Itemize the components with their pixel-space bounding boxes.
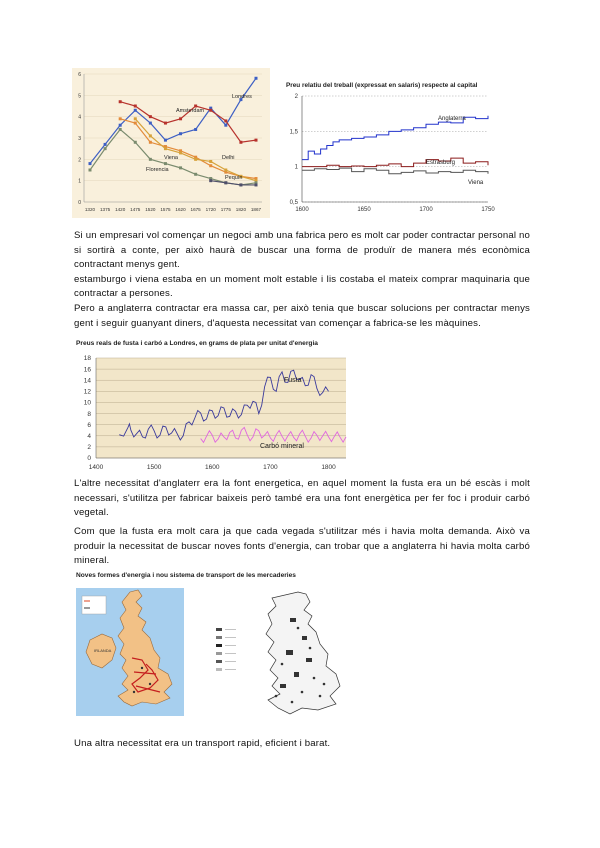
chart1-label-viena: Viena <box>164 155 178 161</box>
map1-legend <box>82 596 106 614</box>
chart1-point <box>89 169 92 172</box>
chart1-x-tick: 1320 <box>84 207 96 212</box>
chart1-point <box>104 147 107 150</box>
chart1-point <box>209 109 212 112</box>
chart1-point <box>149 134 152 137</box>
chart1-y-tick: 3 <box>78 136 81 142</box>
chart1-point <box>255 77 258 80</box>
chart1-point <box>164 162 167 165</box>
chart1-y-tick: 0 <box>78 200 81 206</box>
chart3-x-tick: 1500 <box>146 464 162 471</box>
paragraph-2: estamburgo i viena estaba en un moment molt estable i lis costaba el mateix comprar maquinaria que contractar a persones. <box>74 273 530 300</box>
chart1-x-tick: 1575 <box>160 207 171 212</box>
chart-city-prices <box>72 68 270 218</box>
chart1-x-tick: 1867 <box>250 207 262 212</box>
chart1-y-tick: 5 <box>78 93 81 100</box>
chart3-y-tick: 8 <box>87 410 91 418</box>
chart1-point <box>164 122 167 125</box>
chart1-point <box>239 183 242 186</box>
chart1-point <box>224 124 227 127</box>
chart1-point <box>179 117 182 120</box>
chart1-label-delhi: Delhi <box>222 155 235 161</box>
chart1-x-tick: 1675 <box>190 207 201 212</box>
chart1-label-florencia: Florencia <box>146 167 169 173</box>
chart3-x-tick: 1700 <box>263 464 278 471</box>
chart1-label-pequin: Pequín <box>225 175 243 181</box>
chart3-y-ticks <box>84 355 92 462</box>
paragraph-3: Pero a anglaterra contractar era massa car, per això tenia que buscar solucions per contractar menys gent i seguir guanyant diners, d'aquesta necessitat van començar a fabrica-se les màquines. <box>74 302 530 329</box>
chart1-point <box>164 147 167 150</box>
chart1-x-tick: 1520 <box>145 207 156 212</box>
chart1-y-tick: 2 <box>78 157 81 164</box>
map1-city <box>141 667 143 669</box>
paragraph-5: Com que la fusta era molt cara ja que cada vegada s'utilitzar més i havia molta demanda. Això va produir la necessitat de buscar noves fonts d'energia, can trobar que a anglaterra hi havia molta carbó mineral. <box>74 526 530 567</box>
map-britain-canals <box>76 588 184 716</box>
chart1-x-tick: 1775 <box>220 207 231 212</box>
chart1-x-tick: 1720 <box>205 207 216 212</box>
paragraph-1: Si un empresari vol començar un negoci amb una fabrica pero es molt car poder contractar personal no si sortirà a conte, per això haurà de buscar una forma de produïr de manera més econòmica contractant menys gent. <box>74 230 530 271</box>
chart1-point <box>119 124 122 127</box>
chart2-label-anglaterra: Anglaterra <box>438 116 466 122</box>
text-block-4 <box>74 737 530 752</box>
chart2-label-viena: Viena <box>468 180 484 186</box>
chart1-label-londres: Londres <box>232 94 252 100</box>
chart1-point <box>119 117 122 120</box>
chart1-point <box>149 158 152 161</box>
chart1-point <box>179 166 182 169</box>
chart1-y-tick: 6 <box>78 72 81 78</box>
chart1-x-tick: 1375 <box>99 207 111 212</box>
text-block-2 <box>74 477 530 521</box>
chart2-y-tick: 0,5 <box>289 200 298 206</box>
chart2-line-anglaterra <box>302 116 488 160</box>
chart2-title: Preu relatiu del treball (expressat en salaris) respecte al capital <box>286 82 478 89</box>
chart3-y-tick: 0 <box>87 455 91 463</box>
chart2-x-ticks <box>295 207 495 213</box>
map1-city <box>149 683 151 685</box>
chart3-y-tick: 10 <box>83 399 91 407</box>
chart1-point <box>209 179 212 182</box>
chart-wood-coal-prices <box>72 352 356 474</box>
chart1-point <box>104 143 107 146</box>
chart3-y-tick: 2 <box>87 444 91 452</box>
chart3-title: Preus reals de fusta i carbó a Londres, en grams de plata per unitat d'energia <box>76 340 318 347</box>
chart1-point <box>119 128 122 131</box>
map-coal-industry <box>210 588 354 718</box>
chart1-point <box>194 128 197 131</box>
chart1-point <box>239 141 242 144</box>
chart1-point <box>134 109 137 112</box>
chart1-y-tick: 4 <box>78 114 81 121</box>
chart2-x-tick: 1700 <box>419 207 433 213</box>
chart3-y-tick: 14 <box>83 377 91 385</box>
chart2-series <box>302 116 488 174</box>
chart2-y-tick: 1,5 <box>289 129 298 136</box>
chart1-point <box>255 139 258 142</box>
paragraph-6: Una altra necessitat era un transport rapid, eficient i barat. <box>74 738 331 749</box>
chart1-x-tick: 1420 <box>115 207 126 212</box>
chart1-point <box>255 183 258 186</box>
chart3-x-ticks <box>89 464 336 471</box>
chart3-x-tick: 1800 <box>321 464 336 471</box>
chart1-point <box>89 162 92 165</box>
chart3-y-tick: 18 <box>83 355 91 363</box>
chart1-point <box>134 105 137 108</box>
chart1-point <box>224 169 227 172</box>
chart2-y-ticks <box>290 94 299 206</box>
chart3-x-tick: 1600 <box>205 464 220 471</box>
chart1-point <box>149 122 152 125</box>
chart1-x-tick: 1820 <box>235 207 247 212</box>
chart-labor-capital <box>282 90 500 218</box>
chart3-y-tick: 4 <box>87 432 91 440</box>
chart2-y-tick: 1 <box>294 164 298 171</box>
chart1-point <box>134 122 137 125</box>
chart1-point <box>134 141 137 144</box>
chart1-point <box>179 132 182 135</box>
chart1-point <box>149 141 152 144</box>
chart2-label-estrasburg: Estrasburg <box>426 160 456 166</box>
chart1-point <box>194 173 197 176</box>
chart1-x-tick: 1475 <box>130 207 141 212</box>
chart3-x-tick: 1400 <box>88 464 104 471</box>
text-block-1 <box>74 229 530 331</box>
chart1-y-tick: 1 <box>78 178 81 185</box>
chart3-label-carbo: Carbó mineral <box>260 443 304 450</box>
chart2-x-tick: 1600 <box>295 207 309 213</box>
chart1-point <box>119 100 122 103</box>
chart2-x-tick: 1650 <box>357 207 371 213</box>
chart1-point <box>149 115 152 118</box>
chart2-line-viena <box>302 168 488 174</box>
chart1-point <box>224 181 227 184</box>
chart1-point <box>164 139 167 142</box>
chart3-label-fusta: Fusta <box>284 377 302 384</box>
chart1-x-tick: 1620 <box>175 207 186 212</box>
chart1-point <box>194 158 197 161</box>
chart2-line-estrasburg <box>302 158 488 166</box>
chart1-point <box>179 151 182 154</box>
chart3-y-tick: 6 <box>87 421 91 429</box>
chart1-point <box>224 119 227 122</box>
text-block-3 <box>74 525 530 569</box>
chart1-point <box>209 164 212 167</box>
chart3-y-tick: 12 <box>83 388 91 396</box>
chart2-y-tick: 2 <box>294 94 298 100</box>
map1-label-ireland: IRLANDA <box>94 648 112 653</box>
chart1-label-amsterdam: Amsterdam <box>176 108 205 114</box>
figure4-caption: Noves formes d'energia i nou sistema de transport de les mercaderies <box>76 572 296 579</box>
chart1-point <box>209 160 212 163</box>
chart2-gridlines <box>302 96 488 202</box>
map1-city <box>133 691 135 693</box>
chart1-point <box>134 117 137 120</box>
paragraph-4: L'altre necessitat d'anglaterr era la font energetica, en aquel moment la fusta era un bé escàs i molt necessari, s'utilitza per fabricar baixeis però també era una font energètica per fer foc i produir carbó vegetal. <box>74 478 530 519</box>
chart3-y-tick: 16 <box>83 366 91 374</box>
chart2-x-tick: 1750 <box>481 207 495 213</box>
